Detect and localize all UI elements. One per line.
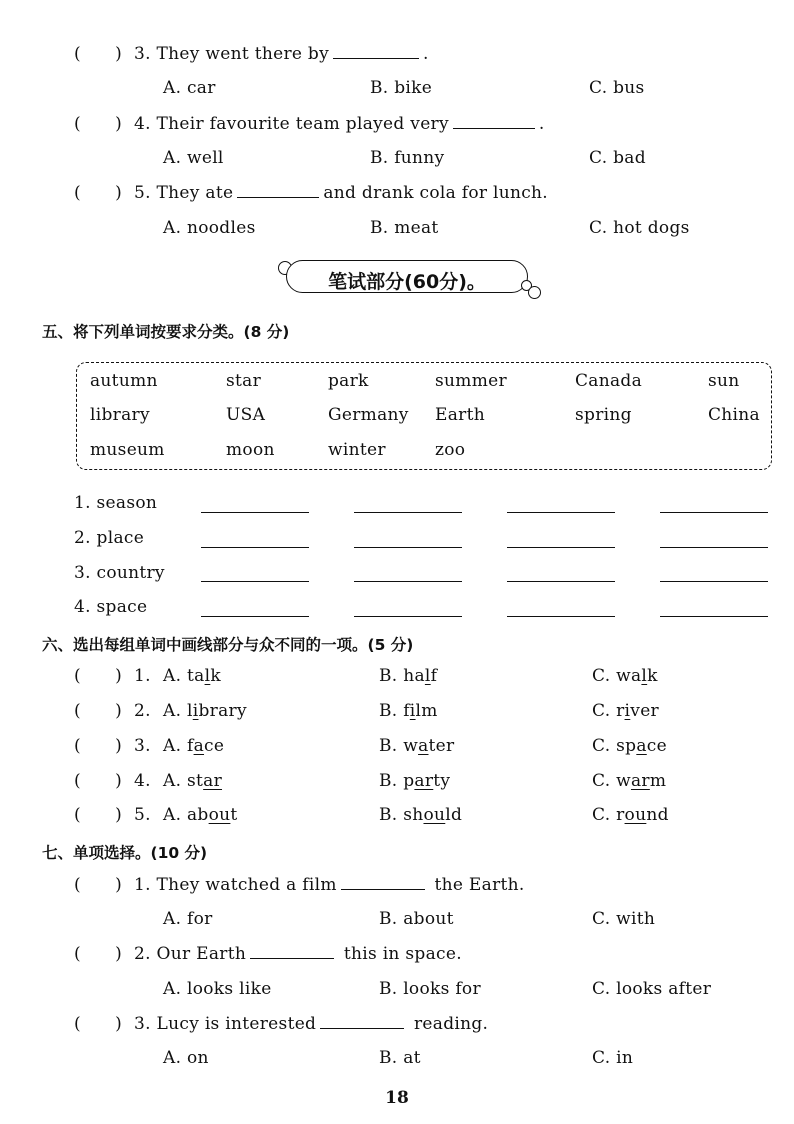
question-number: 1. [134, 666, 151, 686]
option-c[interactable]: C. round [592, 805, 669, 825]
question-number: 2. [134, 944, 151, 964]
fill-blank[interactable] [320, 1014, 404, 1029]
question-number: 3. [134, 1014, 151, 1034]
option-b[interactable]: B. funny [370, 148, 445, 168]
option-a[interactable]: A. star [163, 771, 223, 791]
word: Canada [575, 371, 643, 391]
answer-line[interactable] [660, 547, 768, 548]
option-c[interactable]: C. warm [592, 771, 667, 791]
question-number: 5. [134, 805, 151, 825]
question-number: 5. [134, 183, 151, 203]
answer-line[interactable] [201, 616, 309, 617]
option-b[interactable]: B. looks for [379, 979, 481, 999]
word: Earth [435, 405, 485, 425]
word: museum [90, 440, 165, 460]
option-c[interactable]: C. bad [589, 148, 646, 168]
word: park [328, 371, 369, 391]
answer-paren[interactable]: ( ) [74, 114, 123, 134]
answer-line[interactable] [507, 547, 615, 548]
option-b[interactable]: B. meat [370, 218, 439, 238]
question-number: 1. [134, 875, 151, 895]
answer-line[interactable] [354, 547, 462, 548]
option-a[interactable]: A. looks like [163, 979, 272, 999]
category-label: 4. space [74, 597, 148, 617]
option-c[interactable]: C. space [592, 736, 667, 756]
option-a[interactable]: A. about [163, 805, 238, 825]
option-b[interactable]: B. should [379, 805, 463, 825]
question-stem: Our Earth [156, 944, 247, 964]
category-label: 3. country [74, 563, 165, 583]
answer-line[interactable] [507, 512, 615, 513]
answer-paren[interactable]: ( ) [74, 666, 123, 686]
word: China [708, 405, 760, 425]
option-b[interactable]: B. party [379, 771, 451, 791]
answer-paren[interactable]: ( ) [74, 875, 123, 895]
option-b[interactable]: B. water [379, 736, 455, 756]
option-b[interactable]: B. bike [370, 78, 433, 98]
option-a[interactable]: A. for [163, 909, 213, 929]
option-c[interactable]: C. walk [592, 666, 658, 686]
answer-paren[interactable]: ( ) [74, 183, 123, 203]
word: star [226, 371, 262, 391]
answer-paren[interactable]: ( ) [74, 944, 123, 964]
fill-blank[interactable] [341, 875, 425, 890]
page-number: 18 [385, 1088, 409, 1108]
option-a[interactable]: A. talk [163, 666, 221, 686]
question-number: 2. [134, 701, 151, 721]
answer-line[interactable] [507, 581, 615, 582]
option-b[interactable]: B. film [379, 701, 438, 721]
option-b[interactable]: B. about [379, 909, 454, 929]
option-c[interactable]: C. hot dogs [589, 218, 690, 238]
question-stem: They went there by [156, 44, 330, 64]
section-title: 五、将下列单词按要求分类。(8 分) [42, 323, 290, 341]
answer-line[interactable] [201, 512, 309, 513]
section-title: 六、选出每组单词中画线部分与众不同的一项。(5 分) [42, 636, 414, 654]
fill-blank[interactable] [237, 183, 319, 198]
answer-paren[interactable]: ( ) [74, 44, 123, 64]
word-box [76, 362, 772, 470]
answer-line[interactable] [660, 581, 768, 582]
word: summer [435, 371, 507, 391]
word: USA [226, 405, 266, 425]
option-c[interactable]: C. bus [589, 78, 645, 98]
option-c[interactable]: C. river [592, 701, 659, 721]
question-stem: They ate [156, 183, 234, 203]
written-section-banner [278, 258, 536, 296]
question-number: 3. [134, 44, 151, 64]
banner-title: 笔试部分(60分)。 [328, 271, 486, 293]
answer-line[interactable] [660, 616, 768, 617]
option-b[interactable]: B. half [379, 666, 438, 686]
word: spring [575, 405, 632, 425]
option-c[interactable]: C. looks after [592, 979, 712, 999]
section-title: 七、单项选择。(10 分) [42, 844, 208, 862]
question-number: 4. [134, 114, 151, 134]
option-c[interactable]: C. with [592, 909, 656, 929]
answer-paren[interactable]: ( ) [74, 805, 123, 825]
fill-blank[interactable] [250, 944, 334, 959]
answer-line[interactable] [201, 581, 309, 582]
category-label: 1. season [74, 493, 158, 513]
answer-line[interactable] [354, 512, 462, 513]
question-stem: Their favourite team played very [156, 114, 449, 134]
answer-line[interactable] [507, 616, 615, 617]
option-b[interactable]: B. at [379, 1048, 421, 1068]
fill-blank[interactable] [333, 44, 419, 59]
answer-paren[interactable]: ( ) [74, 1014, 123, 1034]
answer-paren[interactable]: ( ) [74, 701, 123, 721]
option-c[interactable]: C. in [592, 1048, 634, 1068]
word: winter [328, 440, 386, 460]
answer-paren[interactable]: ( ) [74, 771, 123, 791]
option-a[interactable]: A. face [163, 736, 225, 756]
decor-bubble [528, 286, 541, 299]
option-a[interactable]: A. library [163, 701, 247, 721]
option-a[interactable]: A. on [163, 1048, 209, 1068]
answer-line[interactable] [354, 616, 462, 617]
word: sun [708, 371, 740, 391]
word: moon [226, 440, 275, 460]
option-a[interactable]: A. noodles [163, 218, 256, 238]
question-stem: Lucy is interested [156, 1014, 317, 1034]
word: autumn [90, 371, 158, 391]
fill-blank[interactable] [453, 114, 535, 129]
word: Germany [328, 405, 409, 425]
question-number: 4. [134, 771, 151, 791]
option-a[interactable]: A. car [163, 78, 216, 98]
category-label: 2. place [74, 528, 145, 548]
option-a[interactable]: A. well [163, 148, 224, 168]
answer-line[interactable] [660, 512, 768, 513]
word: library [90, 405, 150, 425]
question-number: 3. [134, 736, 151, 756]
answer-paren[interactable]: ( ) [74, 736, 123, 756]
question-stem: They watched a film [156, 875, 337, 895]
answer-line[interactable] [354, 581, 462, 582]
answer-line[interactable] [201, 547, 309, 548]
word: zoo [435, 440, 466, 460]
